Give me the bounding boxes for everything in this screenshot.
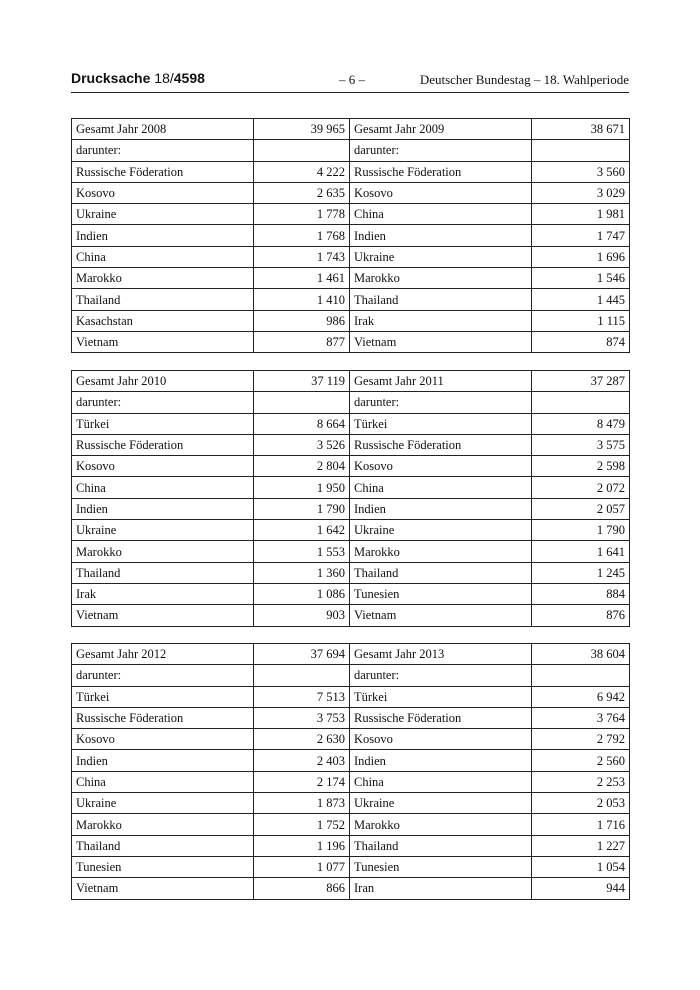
count-cell: 874 <box>532 331 630 352</box>
country-cell: Gesamt Jahr 2011 <box>350 371 532 392</box>
country-cell: Tunesien <box>350 856 532 877</box>
country-cell: darunter: <box>350 392 532 413</box>
table-row <box>72 331 630 352</box>
doc-label: Drucksache <box>71 70 151 86</box>
country-cell: Gesamt Jahr 2012 <box>72 644 254 665</box>
count-cell: 944 <box>532 878 630 899</box>
count-cell: 1 360 <box>254 562 350 583</box>
country-cell: Thailand <box>72 289 254 310</box>
count-cell: 986 <box>254 310 350 331</box>
count-cell: 3 029 <box>532 182 630 203</box>
count-cell: 39 965 <box>254 119 350 140</box>
count-cell <box>254 392 350 413</box>
country-cell: Indien <box>350 750 532 771</box>
count-cell: 2 804 <box>254 456 350 477</box>
count-cell: 3 753 <box>254 707 350 728</box>
table-row <box>72 605 630 626</box>
statistics-table-2010-2011 <box>71 370 630 627</box>
count-cell: 1 546 <box>532 268 630 289</box>
count-cell: 884 <box>532 583 630 604</box>
count-cell: 3 764 <box>532 707 630 728</box>
table-row <box>72 310 630 331</box>
count-cell <box>532 392 630 413</box>
country-cell: Kosovo <box>72 456 254 477</box>
count-cell: 37 119 <box>254 371 350 392</box>
count-cell: 8 664 <box>254 413 350 434</box>
country-cell: China <box>72 246 254 267</box>
country-cell: Kosovo <box>350 456 532 477</box>
country-cell: Ukraine <box>350 520 532 541</box>
table-row <box>72 665 630 686</box>
table-row <box>72 477 630 498</box>
publisher: Deutscher Bundestag – 18. Wahlperiode <box>419 72 629 87</box>
country-cell: Ukraine <box>72 520 254 541</box>
country-cell: Tunesien <box>72 856 254 877</box>
count-cell: 903 <box>254 605 350 626</box>
country-cell: Tunesien <box>350 583 532 604</box>
country-cell: Ukraine <box>350 246 532 267</box>
table-row <box>72 413 630 434</box>
count-cell: 2 630 <box>254 729 350 750</box>
table-row <box>72 246 630 267</box>
table-row <box>72 182 630 203</box>
count-cell: 1 873 <box>254 793 350 814</box>
count-cell: 1 227 <box>532 835 630 856</box>
document-number <box>71 70 205 86</box>
table-row <box>72 729 630 750</box>
country-cell: Kasachstan <box>72 310 254 331</box>
country-cell: Ukraine <box>350 793 532 814</box>
table-row <box>72 793 630 814</box>
country-cell: Ukraine <box>72 204 254 225</box>
count-cell: 1 461 <box>254 268 350 289</box>
count-cell: 876 <box>532 605 630 626</box>
count-cell: 1 642 <box>254 520 350 541</box>
table-row <box>72 161 630 182</box>
country-cell: darunter: <box>350 140 532 161</box>
country-cell: Ukraine <box>72 793 254 814</box>
country-cell: Kosovo <box>72 182 254 203</box>
count-cell: 2 057 <box>532 498 630 519</box>
count-cell: 1 054 <box>532 856 630 877</box>
country-cell: Irak <box>350 310 532 331</box>
country-cell: Russische Föderation <box>350 434 532 455</box>
count-cell: 866 <box>254 878 350 899</box>
country-cell: Russische Föderation <box>350 161 532 182</box>
doc-number: 4598 <box>173 70 205 86</box>
count-cell: 1 445 <box>532 289 630 310</box>
count-cell: 1 553 <box>254 541 350 562</box>
country-cell: China <box>350 204 532 225</box>
country-cell: darunter: <box>72 392 254 413</box>
table-row <box>72 707 630 728</box>
count-cell: 2 792 <box>532 729 630 750</box>
country-cell: Türkei <box>72 686 254 707</box>
count-cell: 38 604 <box>532 644 630 665</box>
count-cell: 3 526 <box>254 434 350 455</box>
count-cell: 1 245 <box>532 562 630 583</box>
country-cell: Türkei <box>72 413 254 434</box>
country-cell: Irak <box>72 583 254 604</box>
count-cell: 38 671 <box>532 119 630 140</box>
country-cell: Vietnam <box>72 878 254 899</box>
country-cell: Thailand <box>350 289 532 310</box>
country-cell: Thailand <box>350 562 532 583</box>
count-cell: 1 716 <box>532 814 630 835</box>
count-cell: 1 696 <box>532 246 630 267</box>
statistics-table-2012-2013 <box>71 643 630 900</box>
table-row <box>72 204 630 225</box>
count-cell: 1 778 <box>254 204 350 225</box>
count-cell: 2 174 <box>254 771 350 792</box>
country-cell: Marokko <box>72 814 254 835</box>
table-row <box>72 289 630 310</box>
country-cell: Gesamt Jahr 2010 <box>72 371 254 392</box>
count-cell: 2 403 <box>254 750 350 771</box>
country-cell: Russische Föderation <box>350 707 532 728</box>
count-cell: 2 635 <box>254 182 350 203</box>
country-cell: Russische Föderation <box>72 161 254 182</box>
count-cell: 1 950 <box>254 477 350 498</box>
table-row <box>72 686 630 707</box>
country-cell: China <box>72 771 254 792</box>
country-cell: Thailand <box>72 835 254 856</box>
country-cell: China <box>72 477 254 498</box>
count-cell: 1 747 <box>532 225 630 246</box>
country-cell: darunter: <box>350 665 532 686</box>
table-row <box>72 456 630 477</box>
country-cell: Vietnam <box>350 331 532 352</box>
table-row <box>72 835 630 856</box>
country-cell: Marokko <box>72 268 254 289</box>
statistics-table-2008-2009 <box>71 118 630 353</box>
country-cell: darunter: <box>72 665 254 686</box>
count-cell: 1 077 <box>254 856 350 877</box>
count-cell: 37 694 <box>254 644 350 665</box>
country-cell: darunter: <box>72 140 254 161</box>
count-cell: 1 768 <box>254 225 350 246</box>
count-cell: 1 641 <box>532 541 630 562</box>
count-cell: 3 560 <box>532 161 630 182</box>
table-row <box>72 119 630 140</box>
country-cell: Kosovo <box>350 182 532 203</box>
table-row <box>72 498 630 519</box>
table-row <box>72 583 630 604</box>
count-cell: 1 752 <box>254 814 350 835</box>
doc-volume: 18/ <box>154 70 174 86</box>
country-cell: Gesamt Jahr 2008 <box>72 119 254 140</box>
country-cell: China <box>350 771 532 792</box>
count-cell: 6 942 <box>532 686 630 707</box>
count-cell: 2 053 <box>532 793 630 814</box>
country-cell: Kosovo <box>72 729 254 750</box>
count-cell: 1 790 <box>532 520 630 541</box>
count-cell: 4 222 <box>254 161 350 182</box>
table-row <box>72 750 630 771</box>
table-row <box>72 814 630 835</box>
country-cell: Russische Föderation <box>72 434 254 455</box>
table-row <box>72 371 630 392</box>
country-cell: Russische Föderation <box>72 707 254 728</box>
country-cell: Thailand <box>350 835 532 856</box>
country-cell: Marokko <box>350 814 532 835</box>
country-cell: Vietnam <box>350 605 532 626</box>
count-cell <box>532 140 630 161</box>
country-cell: Indien <box>350 225 532 246</box>
count-cell: 1 410 <box>254 289 350 310</box>
page-header <box>71 68 629 93</box>
count-cell: 1 981 <box>532 204 630 225</box>
table-row <box>72 541 630 562</box>
country-cell: Gesamt Jahr 2013 <box>350 644 532 665</box>
table-row <box>72 268 630 289</box>
page-number: – 6 – <box>339 72 365 87</box>
count-cell: 2 253 <box>532 771 630 792</box>
count-cell: 1 115 <box>532 310 630 331</box>
count-cell: 1 743 <box>254 246 350 267</box>
country-cell: Indien <box>72 750 254 771</box>
country-cell: Indien <box>72 498 254 519</box>
country-cell: Indien <box>72 225 254 246</box>
country-cell: Indien <box>350 498 532 519</box>
count-cell <box>532 665 630 686</box>
table-row <box>72 771 630 792</box>
country-cell: Iran <box>350 878 532 899</box>
count-cell: 7 513 <box>254 686 350 707</box>
count-cell: 2 560 <box>532 750 630 771</box>
country-cell: Vietnam <box>72 331 254 352</box>
count-cell: 3 575 <box>532 434 630 455</box>
table-row <box>72 644 630 665</box>
count-cell: 1 086 <box>254 583 350 604</box>
count-cell: 1 196 <box>254 835 350 856</box>
country-cell: Türkei <box>350 413 532 434</box>
table-row <box>72 225 630 246</box>
table-row <box>72 140 630 161</box>
country-cell: Gesamt Jahr 2009 <box>350 119 532 140</box>
count-cell <box>254 665 350 686</box>
country-cell: Kosovo <box>350 729 532 750</box>
table-row <box>72 562 630 583</box>
count-cell: 1 790 <box>254 498 350 519</box>
country-cell: Marokko <box>72 541 254 562</box>
country-cell: Türkei <box>350 686 532 707</box>
country-cell: Vietnam <box>72 605 254 626</box>
count-cell: 37 287 <box>532 371 630 392</box>
count-cell: 8 479 <box>532 413 630 434</box>
table-row <box>72 520 630 541</box>
count-cell: 2 598 <box>532 456 630 477</box>
country-cell: Marokko <box>350 541 532 562</box>
country-cell: Thailand <box>72 562 254 583</box>
table-row <box>72 856 630 877</box>
count-cell <box>254 140 350 161</box>
table-row <box>72 392 630 413</box>
country-cell: Marokko <box>350 268 532 289</box>
table-row <box>72 434 630 455</box>
count-cell: 2 072 <box>532 477 630 498</box>
count-cell: 877 <box>254 331 350 352</box>
table-row <box>72 878 630 899</box>
country-cell: China <box>350 477 532 498</box>
